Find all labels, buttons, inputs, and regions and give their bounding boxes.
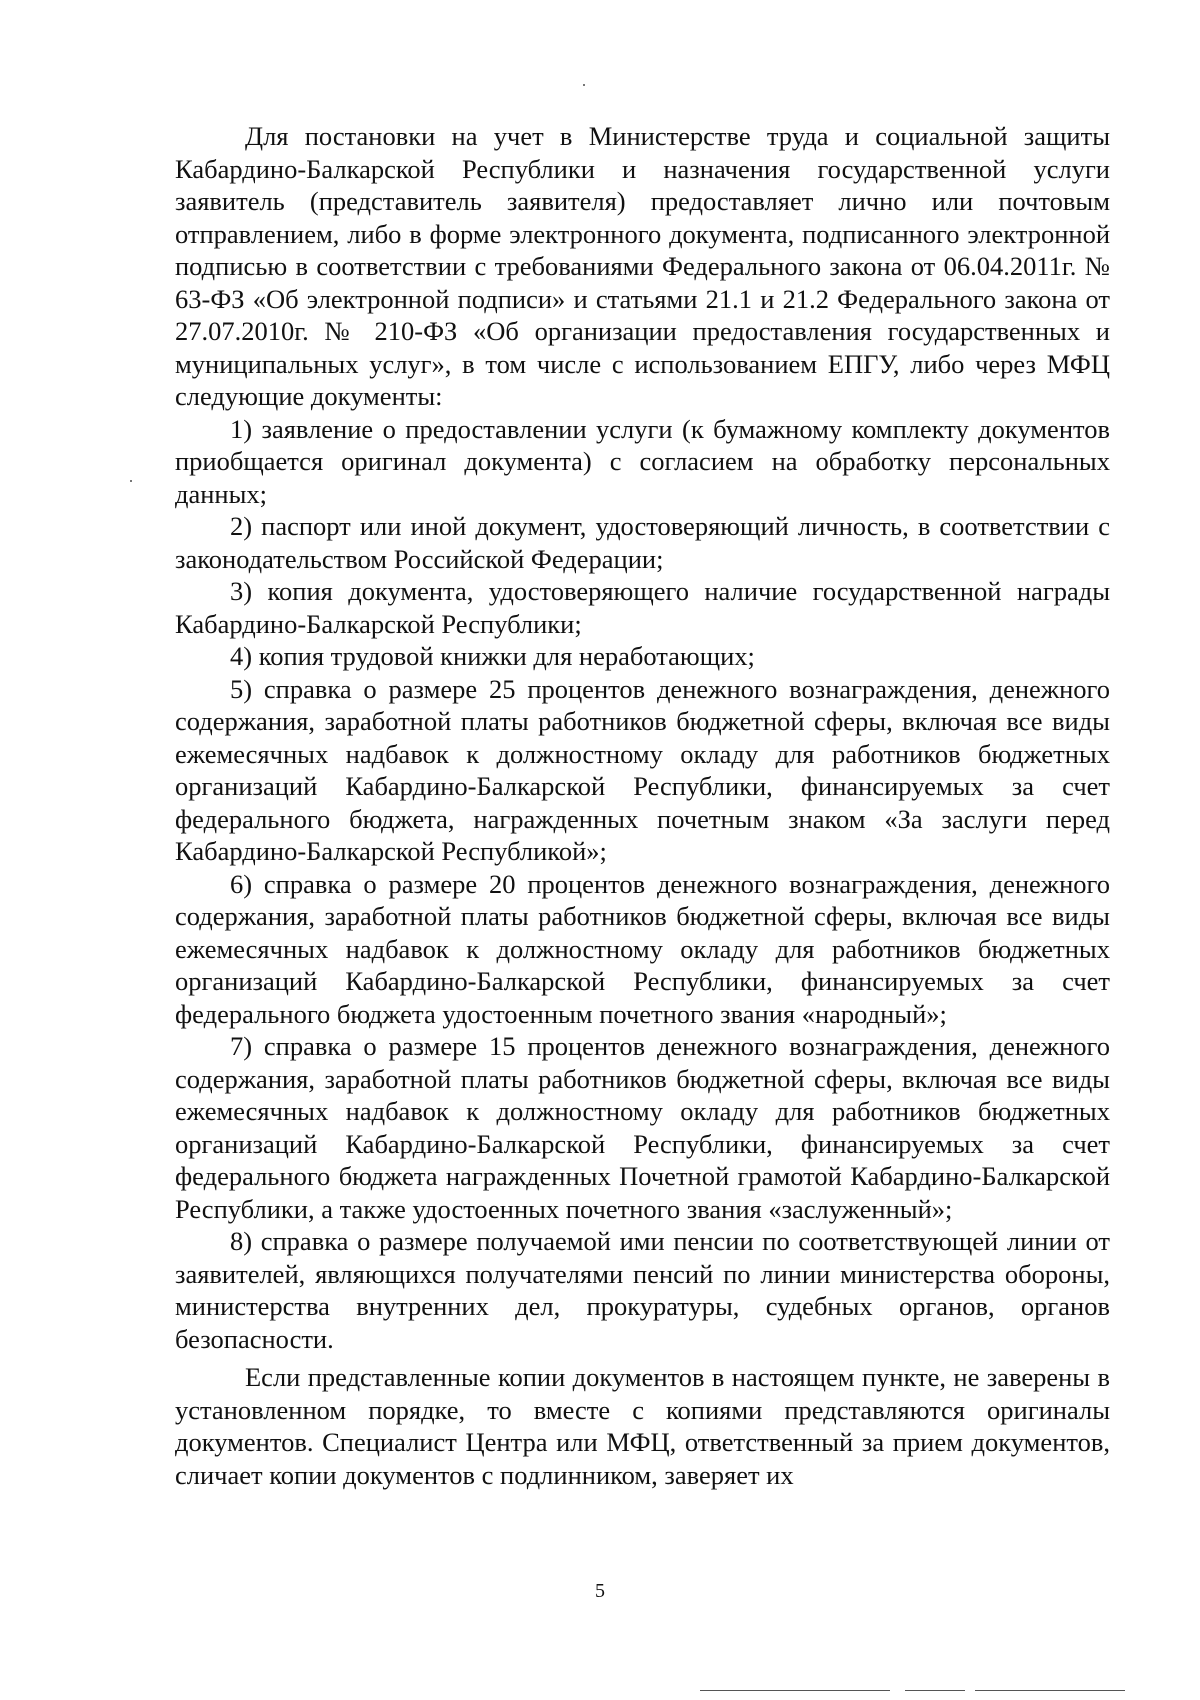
footer-rule [905,1690,965,1691]
intro-paragraph: Для постановки на учет в Министерстве труда и социальной защиты Кабардино-Балкарской Республики и назначения государственной услуги заявитель (представитель заявителя) предоставляет лично или почтовым отправлением, либо в форме электронного документа, подписанного электронной подписью в соответствии с требованиями Федерального закона от 06.04.2011г. № 63-ФЗ «Об электронной подписи» и статьями 21.1 и 21.2 Федерального закона от 27.07.2010г. № 210-ФЗ «Об организации предоставления государственных и муниципальных услуг», в том числе с использованием ЕПГУ, либо через МФЦ следующие документы: [175,121,1110,411]
list-item-2: 2) паспорт или иной документ, удостоверяющий личность, в соответствии с законодательством Российской Федерации; [175,511,1110,574]
scan-speck [583,84,585,86]
list-item-7: 7) справка о размере 15 процентов денежного вознаграждения, денежного содержания, заработной платы работников бюджетной сферы, включая все виды ежемесячных надбавок к должностному окладу для работников бюджетных организаций Кабардино-Балкарской Республики, финансируемых за счет федерального бюджета награжденных Почетной грамотой Кабардино-Балкарской Республики, а также удостоенных почетного звания «заслуженный»; [175,1031,1110,1224]
list-item-4: 4) копия трудовой книжки для неработающих; [230,641,755,671]
list-item-8: 8) справка о размере получаемой ими пенсии по соответствующей линии от заявителей, являющихся получателями пенсий по линии министерства обороны, министерства внутренних дел, прокуратуры, судебных органов, органов безопасности. [175,1226,1110,1354]
footer-rule [700,1690,890,1691]
list-item-6: 6) справка о размере 20 процентов денежного вознаграждения, денежного содержания, заработной платы работников бюджетной сферы, включая все виды ежемесячных надбавок к должностному окладу для работников бюджетных организаций Кабардино-Балкарской Республики, финансируемых за счет федерального бюджета удостоенным почетного звания «народный»; [175,868,1110,1029]
document-body [175,120,1110,1491]
footer-rule [975,1690,1125,1691]
closing-paragraph: Если представленные копии документов в настоящем пункте, не заверены в установленном порядке, то вместе с копиями представляются оригиналы документов. Специалист Центра или МФЦ, ответственный за прием документов, сличает копии документов с подлинником, заверяет их [175,1362,1110,1490]
list-item-3: 3) копия документа, удостоверяющего наличие государственной награды Кабардино-Балкарской Республики; [175,576,1110,639]
list-item-1: 1) заявление о предоставлении услуги (к бумажному комплекту документов приобщается оригинал документа) с согласием на обработку персональных данных; [175,413,1110,509]
page-number: 5 [595,1580,605,1602]
list-item-5: 5) справка о размере 25 процентов денежного вознаграждения, денежного содержания, заработной платы работников бюджетной сферы, включая все виды ежемесячных надбавок к должностному окладу для работников бюджетных организаций Кабардино-Балкарской Республики, финансируемых за счет федерального бюджета, награжденных почетным знаком «За заслуги перед Кабардино-Балкарской Республикой»; [175,673,1110,866]
scan-speck [130,480,132,482]
